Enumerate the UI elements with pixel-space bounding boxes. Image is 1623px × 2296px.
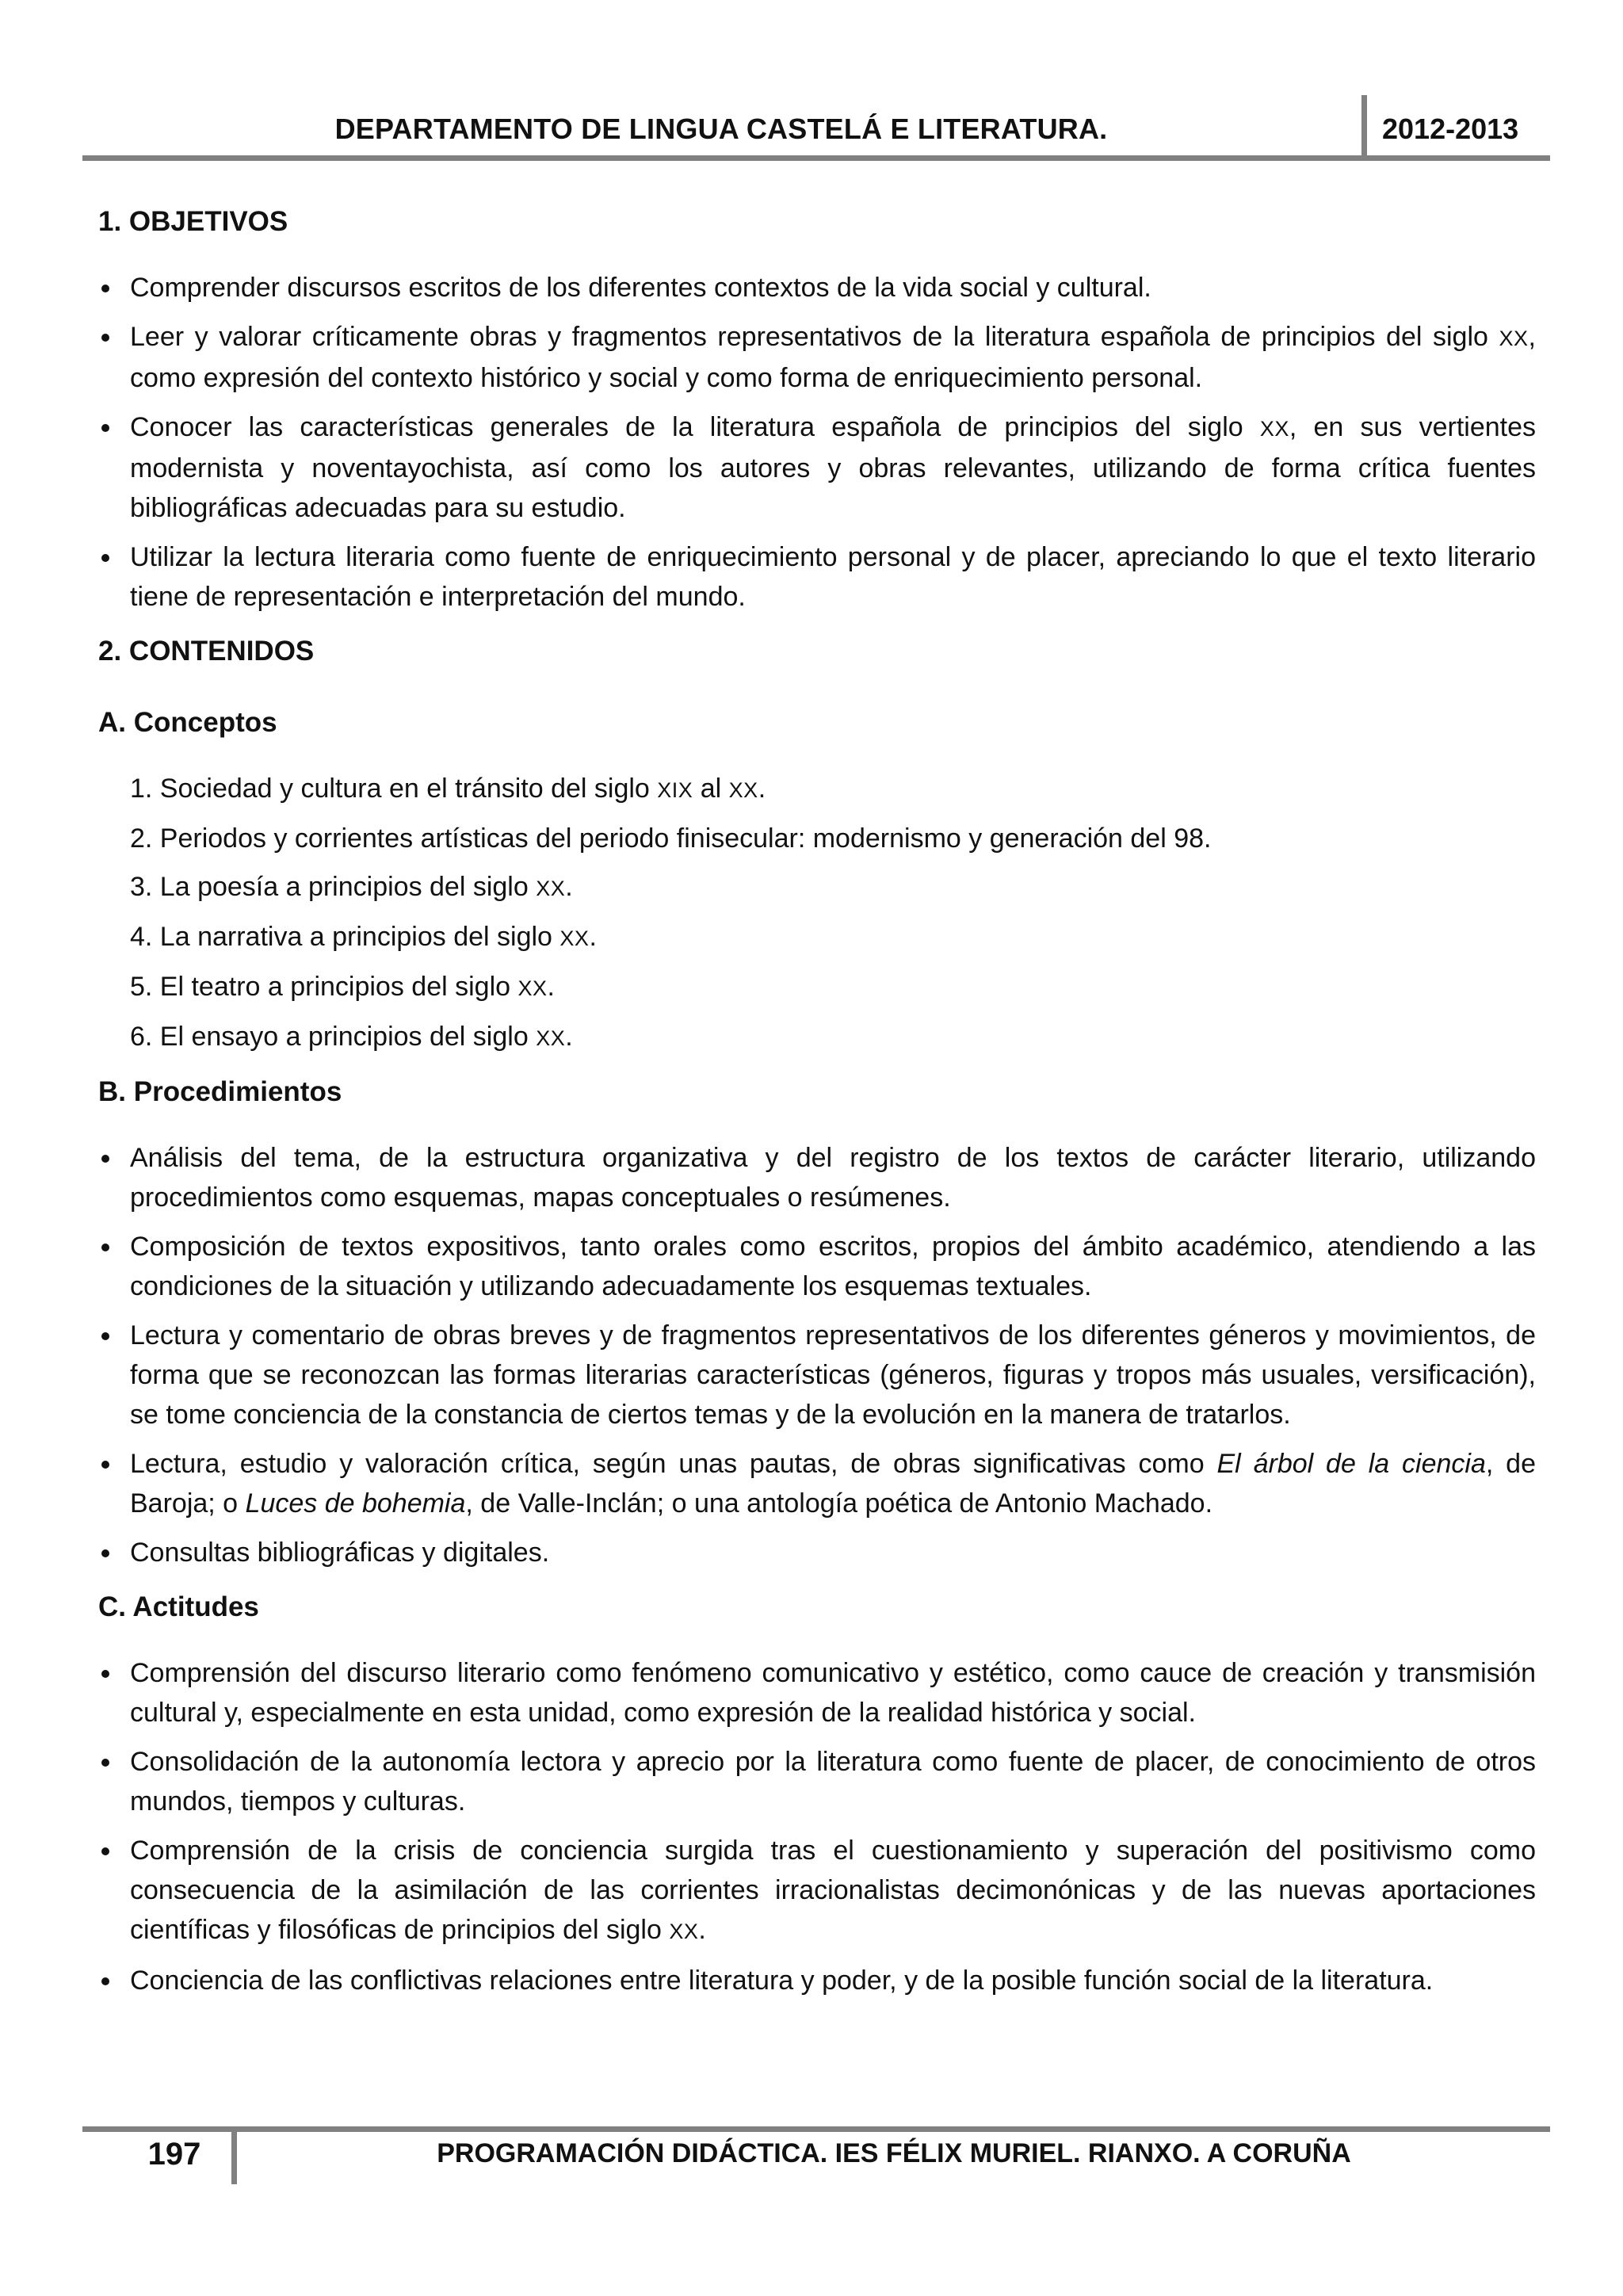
bullet-icon bbox=[101, 554, 109, 562]
list-item bbox=[98, 1742, 1536, 1821]
list-item bbox=[98, 1653, 1536, 1733]
item-text: Consultas bibliográficas y digitales. bbox=[130, 1538, 550, 1568]
list-item bbox=[98, 1316, 1536, 1435]
list-item bbox=[98, 1138, 1536, 1217]
procedimientos-list bbox=[98, 1138, 1536, 1572]
item-text: 5. El teatro a principios del siglo bbox=[130, 972, 518, 1002]
footer-rule bbox=[82, 2126, 1550, 2132]
header-title: DEPARTAMENTO DE LINGUA CASTELÁ E LITERATURA. bbox=[334, 113, 1108, 145]
page-number: 197 bbox=[147, 2137, 201, 2172]
bullet-icon bbox=[101, 1670, 109, 1678]
footer-divider bbox=[231, 2126, 237, 2184]
item-text: . bbox=[547, 972, 555, 1002]
section-title-contenidos: 2. CONTENIDOS bbox=[98, 636, 315, 667]
work-title: Luces de bohemia bbox=[245, 1488, 466, 1519]
century-numeral: XX bbox=[559, 926, 590, 950]
item-text: . bbox=[565, 1022, 573, 1052]
item-text: Leer y valorar críticamente obras y fragmentos representativos de la literatura española de principios del siglo bbox=[130, 322, 1499, 352]
bullet-icon bbox=[101, 424, 109, 432]
item-text: , de Baroja; o bbox=[130, 1449, 1536, 1519]
list-item bbox=[98, 1444, 1536, 1523]
item-text: Lectura, estudio y valoración crítica, según unas pautas, de obras significativas como bbox=[130, 1449, 1217, 1479]
list-item bbox=[98, 1831, 1536, 1951]
list-item bbox=[130, 769, 1536, 810]
list-item bbox=[98, 537, 1536, 617]
footer-text: PROGRAMACIÓN DIDÁCTICA. IES FÉLIX MURIEL. RIANXO. A CORUÑA bbox=[437, 2138, 1351, 2168]
subsection-title-conceptos: A. Conceptos bbox=[98, 707, 277, 738]
item-text: Utilizar la lectura literaria como fuente de enriquecimiento personal y de placer, apreciando lo que el texto literario tiene de representación e interpretación del mundo. bbox=[130, 542, 1536, 612]
list-item bbox=[130, 819, 1536, 858]
item-text: Conciencia de las conflictivas relaciones entre literatura y poder, y de la posible función social de la literatura. bbox=[130, 1966, 1434, 1996]
bullet-icon bbox=[101, 334, 109, 342]
objetivos-list bbox=[98, 268, 1536, 617]
item-text: Composición de textos expositivos, tanto orales como escritos, propios del ámbito académico, atendiendo a las condiciones de la situación y utilizando adecuadamente los esquemas textuales. bbox=[130, 1232, 1536, 1301]
list-item bbox=[98, 1961, 1536, 2000]
item-text: Análisis del tema, de la estructura organizativa y del registro de los textos de carácter literario, utilizando procedimientos como esquemas, mapas conceptuales o resúmenes. bbox=[130, 1143, 1536, 1213]
page-content bbox=[98, 197, 1536, 2010]
item-text: Comprensión de la crisis de conciencia surgida tras el cuestionamiento y superación del positivismo como consecuencia de la asimilación de las corrientes irracionalistas decimonónicas y de las nuevas aportaciones científicas y filosóficas de principios del siglo bbox=[130, 1836, 1536, 1945]
bullet-icon bbox=[101, 1244, 109, 1251]
item-text: Comprensión del discurso literario como fenómeno comunicativo y estético, como cauce de creación y transmisión cultural y, especialmente en esta unidad, como expresión de la realidad histórica y social. bbox=[130, 1658, 1536, 1728]
list-item bbox=[98, 407, 1536, 528]
century-numeral: XX bbox=[669, 1920, 699, 1943]
item-text: 3. La poesía a principios del siglo bbox=[130, 872, 537, 902]
item-text: . bbox=[565, 872, 573, 902]
item-text: , como expresión del contexto histórico y social y como forma de enriquecimiento personal. bbox=[130, 322, 1536, 393]
item-text: Consolidación de la autonomía lectora y aprecio por la literatura como fuente de placer, de conocimiento de otros mundos, tiempos y culturas. bbox=[130, 1747, 1536, 1817]
list-item bbox=[98, 268, 1536, 308]
century-numeral: XX bbox=[517, 976, 548, 1000]
list-item bbox=[130, 917, 1536, 958]
century-numeral: XX bbox=[1499, 327, 1529, 350]
list-item bbox=[130, 1017, 1536, 1058]
century-numeral: XX bbox=[728, 778, 758, 802]
page-header bbox=[82, 95, 1550, 157]
conceptos-list bbox=[98, 769, 1536, 1058]
bullet-icon bbox=[101, 1461, 109, 1469]
list-item bbox=[130, 967, 1536, 1008]
list-item bbox=[98, 317, 1536, 398]
item-text: , en sus vertientes modernista y noventayochista, así como los autores y obras relevantes, utilizando de forma crítica fuentes bibliográficas adecuadas para su estudio. bbox=[130, 412, 1536, 523]
bullet-icon bbox=[101, 1847, 109, 1855]
item-text: . bbox=[589, 922, 597, 952]
section-title-objetivos: 1. OBJETIVOS bbox=[98, 206, 288, 237]
subsection-title-procedimientos: B. Procedimientos bbox=[98, 1076, 342, 1107]
item-text: 6. El ensayo a principios del siglo bbox=[130, 1022, 537, 1052]
actitudes-list bbox=[98, 1653, 1536, 2000]
item-text: . bbox=[758, 774, 766, 804]
list-item bbox=[98, 1533, 1536, 1572]
item-text: 1. Sociedad y cultura en el tránsito del siglo bbox=[130, 774, 658, 804]
header-divider bbox=[1361, 95, 1367, 157]
list-item bbox=[98, 1227, 1536, 1306]
century-numeral: XIX bbox=[657, 778, 693, 802]
list-item bbox=[130, 867, 1536, 908]
item-text: , de Valle-Inclán; o una antología poética de Antonio Machado. bbox=[465, 1488, 1213, 1519]
item-text: Comprender discursos escritos de los diferentes contextos de la vida social y cultural. bbox=[130, 273, 1151, 303]
header-rule bbox=[82, 155, 1550, 161]
bullet-icon bbox=[101, 1549, 109, 1557]
item-text: 4. La narrativa a principios del siglo bbox=[130, 922, 560, 952]
bullet-icon bbox=[101, 1759, 109, 1767]
century-numeral: XX bbox=[1259, 417, 1289, 441]
item-text: al bbox=[693, 774, 729, 804]
bullet-icon bbox=[101, 1155, 109, 1163]
bullet-icon bbox=[101, 285, 109, 292]
bullet-icon bbox=[101, 1977, 109, 1985]
bullet-icon bbox=[101, 1332, 109, 1340]
work-title: El árbol de la ciencia bbox=[1216, 1449, 1486, 1479]
century-numeral: XX bbox=[536, 877, 566, 900]
century-numeral: XX bbox=[536, 1026, 566, 1050]
item-text: . bbox=[698, 1915, 706, 1945]
subsection-title-actitudes: C. Actitudes bbox=[98, 1591, 259, 1622]
item-text: 2. Periodos y corrientes artísticas del periodo finisecular: modernismo y generación del 98. bbox=[130, 823, 1212, 854]
header-year: 2012-2013 bbox=[1382, 113, 1519, 145]
item-text: Lectura y comentario de obras breves y de fragmentos representativos de los diferentes géneros y movimientos, de forma que se reconozcan las formas literarias características (géneros, figuras y tropos más usuales, versificación), se tome conciencia de la constancia de ciertos temas y de la evolución en la manera de tratarlos. bbox=[130, 1320, 1536, 1430]
item-text: Conocer las características generales de la literatura española de principios del siglo bbox=[130, 412, 1260, 442]
